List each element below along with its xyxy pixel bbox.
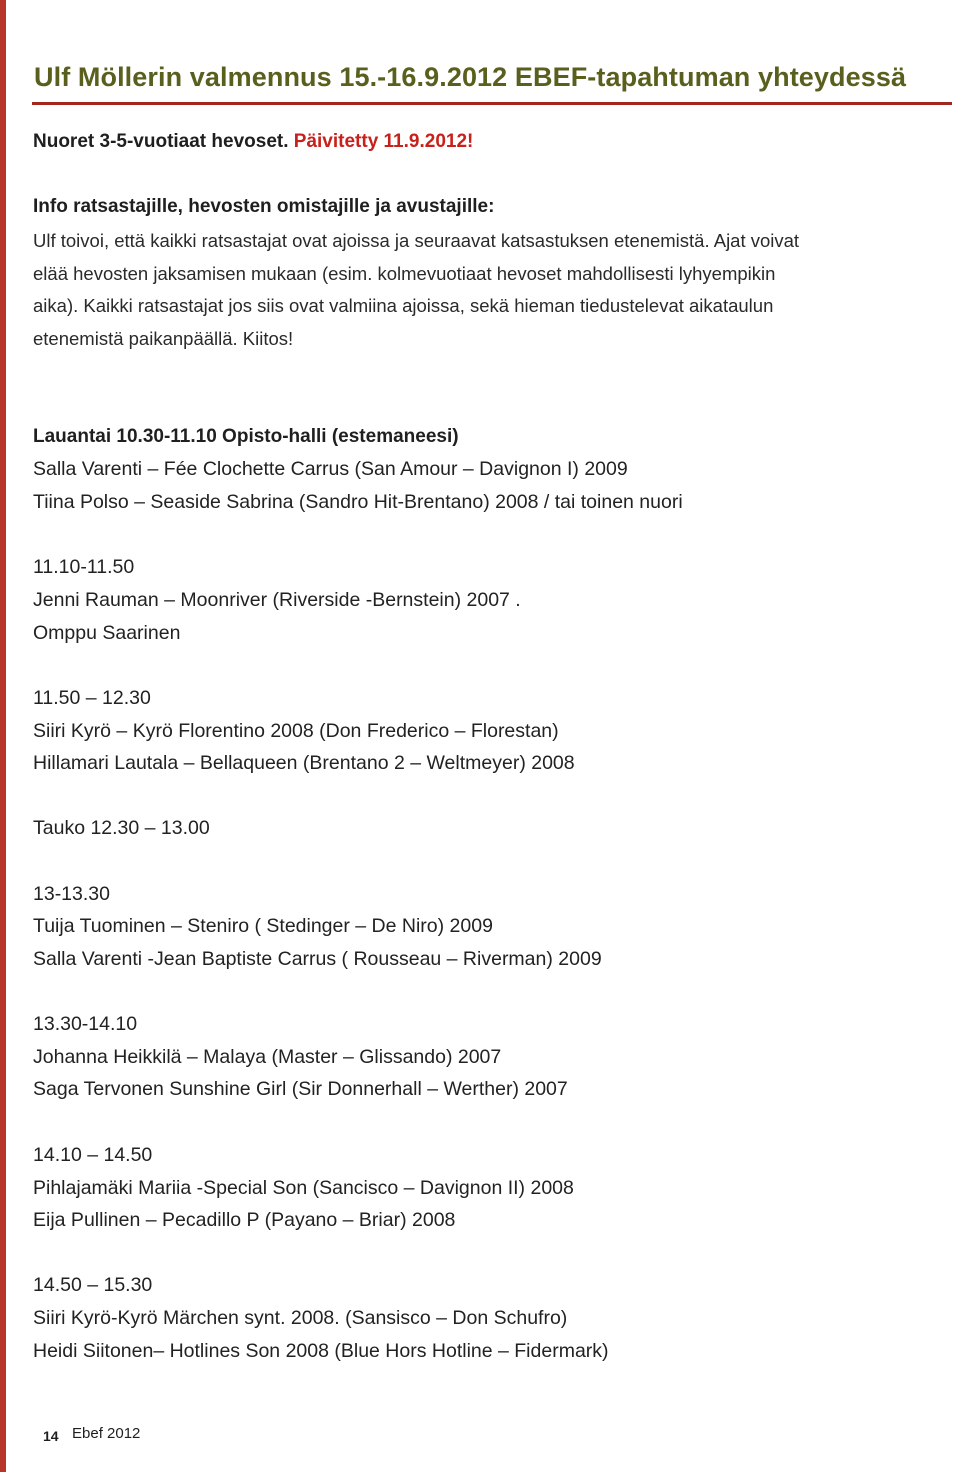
- break-slot: Tauko 12.30 – 13.00: [33, 817, 210, 839]
- schedule-heading: Lauantai 10.30-11.10 Opisto-halli (estemaneesi): [33, 426, 459, 447]
- page-title: Ulf Möllerin valmennus 15.-16.9.2012 EBEF-tapahtuman yhteydessä: [34, 62, 907, 92]
- page-number: 14: [43, 1428, 59, 1444]
- title-underline: [32, 102, 952, 105]
- info-line: Ulf toivoi, että kaikki ratsastajat ovat ajoissa ja seuraavat katsastuksen etenemistä. Ajat voivat: [33, 230, 800, 251]
- schedule-line: Saga Tervonen Sunshine Girl (Sir Donnerhall – Werther) 2007: [33, 1078, 568, 1100]
- info-line: aika). Kaikki ratsastajat jos siis ovat valmiina ajoissa, sekä hieman tiedustelevat aikataulun: [33, 295, 774, 316]
- time-slot: 14.50 – 15.30: [33, 1274, 153, 1296]
- left-margin-rule: [0, 0, 6, 1472]
- schedule-line: Salla Varenti -Jean Baptiste Carrus ( Rousseau – Riverman) 2009: [33, 948, 602, 970]
- schedule-line: Eija Pullinen – Pecadillo P (Payano – Briar) 2008: [33, 1209, 456, 1231]
- schedule-line: Omppu Saarinen: [33, 622, 181, 644]
- info-heading: Info ratsastajille, hevosten omistajille ja avustajille:: [33, 196, 495, 217]
- time-slot: 13-13.30: [33, 883, 110, 905]
- schedule-line: Hillamari Lautala – Bellaqueen (Brentano 2 – Weltmeyer) 2008: [33, 752, 575, 774]
- schedule-line: Salla Varenti – Fée Clochette Carrus (San Amour – Davignon I) 2009: [33, 458, 628, 480]
- subtitle-text: Nuoret 3-5-vuotiaat hevoset.: [33, 131, 294, 152]
- schedule-line: Johanna Heikkilä – Malaya (Master – Glissando) 2007: [33, 1046, 502, 1068]
- footer-label: Ebef 2012: [72, 1425, 141, 1442]
- info-line: elää hevosten jaksamisen mukaan (esim. kolmevuotiaat hevoset mahdollisesti lyhyempikin: [33, 263, 776, 284]
- time-slot: 14.10 – 14.50: [33, 1144, 153, 1166]
- schedule-line: Heidi Siitonen– Hotlines Son 2008 (Blue Hors Hotline – Fidermark): [33, 1340, 609, 1362]
- schedule-line: Siiri Kyrö-Kyrö Märchen synt. 2008. (Sansisco – Don Schufro): [33, 1307, 568, 1329]
- schedule-line: Tuija Tuominen – Steniro ( Stedinger – De Niro) 2009: [33, 915, 493, 937]
- schedule-line: Jenni Rauman – Moonriver (Riverside -Bernstein) 2007 .: [33, 589, 521, 611]
- subtitle-line: [33, 131, 473, 153]
- schedule-line: Pihlajamäki Mariia -Special Son (Sancisco – Davignon II) 2008: [33, 1177, 574, 1199]
- time-slot: 13.30-14.10: [33, 1013, 138, 1035]
- time-slot: 11.50 – 12.30: [33, 687, 151, 709]
- schedule-line: Tiina Polso – Seaside Sabrina (Sandro Hit-Brentano) 2008 / tai toinen nuori: [33, 491, 683, 513]
- time-slot: 11.10-11.50: [33, 556, 135, 578]
- info-line: etenemistä paikanpäällä. Kiitos!: [33, 328, 294, 349]
- updated-notice: Päivitetty 11.9.2012!: [293, 131, 474, 152]
- schedule-line: Siiri Kyrö – Kyrö Florentino 2008 (Don Frederico – Florestan): [33, 720, 559, 742]
